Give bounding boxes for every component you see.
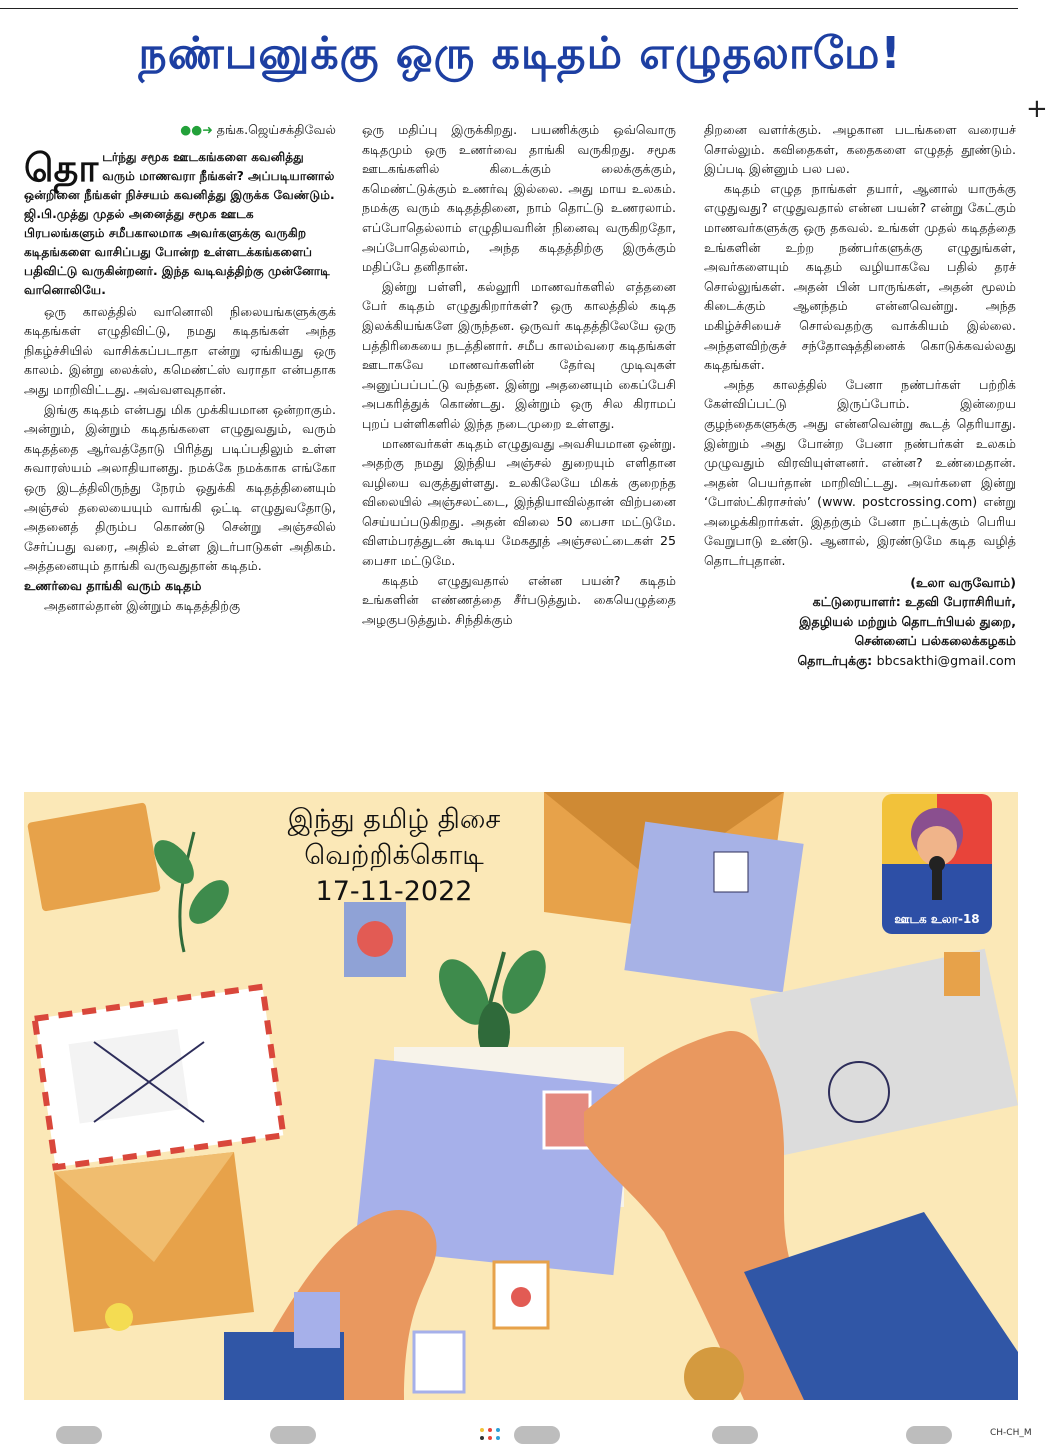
contact-line xyxy=(704,651,1016,671)
plus-icon[interactable]: + xyxy=(1026,94,1048,124)
stamp-icon xyxy=(344,902,406,977)
footer-marker xyxy=(906,1426,952,1444)
page-footer xyxy=(0,1416,1054,1446)
airmail-envelope-icon xyxy=(35,987,284,1168)
headline: நண்பனுக்கு ஒரு கடிதம் எழுதலாமே! xyxy=(138,28,902,79)
illustration xyxy=(24,792,1018,1400)
paragraph: மாணவர்கள் கடிதம் எழுதுவது அவசியமான ஒன்று. அதற்கு நமது இந்திய அஞ்சல் துறையும் எளிதான வழியை வகுத்துள்ளது. உலகிலேயே மிகக் குறைந்த விலையில் அஞ்சலட்டை, இந்தியாவில்தான் விற்பனை செய்யப்படுகிறது. அதன் விலை 50 பைசா மட்டுமே. விளம்பரத்துடன் கூடிய மேகதூத் அஞ்சலட்டைகள் 25 பைசா மட்டுமே. xyxy=(362,435,676,569)
paragraph: திறனை வளர்க்கும். அழகான படங்களை வரையச் சொல்லும். கவிதைகள், கதைகளை எழுதத் தூண்டும். இப்படி இன்னும் பல பல. xyxy=(704,122,1016,177)
author-credit xyxy=(704,592,1016,670)
footer-marker xyxy=(270,1426,316,1444)
lead-text: டர்ந்து சமூக ஊடகங்களை கவனித்து வரும் மாணவரா நீங்கள்? அப்படியானால் ஒன்றினை நீங்கள் நிச்சயம் கவனித்து இருக்க வேண்டும். ஜி.பி.முத்து முதல் அனைத்து சமூக ஊடக பிரபலங்களும் சமீபகாலமாக அவர்களுக்கு வருகிற கடிதங்களை வாசிப்பது போன்ற உள்ளடக்கங்களைப் பதிவிட்டு வருகின்றனர். இந்த வடிவத்திற்கு முன்னோடி வானொலியே. xyxy=(24,149,335,297)
paragraph: அந்த காலத்தில் பேனா நண்பர்கள் பற்றிக் கேள்விப்பட்டு இருப்போம். இன்றைய குழந்தைகளுக்கு அது என்னவென்று கூடத் தெரியாது. இன்றும் அது போன்ற பேனா நண்பர்கள் உலகம் முழுவதும் விரவியுள்ளனர். என்ன? உண்மைதான். அதன் பெயர்தான் மாறிவிட்டது. அவர்களை இன்று ‘போஸ்ட்கிராசர்ஸ்’ (www. postcrossing.com) என்று அழைக்கிறார்கள். இதற்கும் பேனா நட்புக்கும் பெரிய வேறுபாடு உண்டு. ஆனால், இரண்டுமே கடித வழித் தொடர்புதான். xyxy=(704,376,1016,569)
page-code: CH-CH_M xyxy=(990,1428,1032,1438)
envelope-top-left-icon xyxy=(27,802,161,911)
color-registration-icon xyxy=(480,1426,510,1444)
blue-card-icon xyxy=(624,822,803,993)
byline xyxy=(24,120,336,140)
series-label: ஊடக உலா-18 xyxy=(894,912,980,926)
paragraph: ஒரு காலத்தில் வானொலி நிலையங்களுக்குக் கடிதங்கள் எழுதிவிட்டு, நமது கடிதங்கள் அந்த நிகழ்ச்சியில் வாசிக்கப்படாதா என்று ஏங்கியது ஒரு காலம். இன்று லைக்ஸ், கமெண்ட்ஸ் வராதா என்பதாக அது மாறிவிட்டது. அவ்வளவுதான். xyxy=(24,303,336,397)
author-line: இதழியல் மற்றும் தொடர்பியல் துறை, xyxy=(799,613,1016,629)
author-line: சென்னைப் பல்கலைக்கழகம் xyxy=(854,633,1016,649)
drop-cap: தொ xyxy=(24,145,99,190)
contact-email[interactable]: bbcsakthi@gmail.com xyxy=(876,653,1016,669)
signoff: (உலா வருவோம்) xyxy=(910,574,1016,590)
envelope-bottom-left-icon xyxy=(54,1152,254,1332)
author-name: தங்க.ஜெய்சக்திவேல் xyxy=(216,122,336,137)
paragraph: இங்கு கடிதம் என்பது மிக முக்கியமான ஒன்றாகும். அன்றும், இன்றும் கடிதங்களை எழுதுவதும், வரும் கடிதத்தை ஆர்வத்தோடு பிரித்து படிப்பதிலும் உள்ள சுவாரஸ்யம் அலாதியானது. நமக்கே நமக்காக எங்கோ ஒரு இடத்திலிருந்து நேரம் ஒதுக்கி கடிதத்தினையும் அஞ்சல் தலையையும் வாங்கி ஒட்டி எழுதுவதோடு, அதனைத் திரும்ப கொண்டு சென்று அஞ்சலில் சேர்ப்பது வரை, அதில் உள்ள இடர்பாடுகள் அதிகம். அத்தனையும் தாங்கி வருவதுதான் கடிதம். xyxy=(24,401,336,574)
footer-marker xyxy=(514,1426,560,1444)
series-badge xyxy=(882,794,992,934)
illustration-title xyxy=(224,802,564,910)
paragraph: இன்று பள்ளி, கல்லூரி மாணவர்களில் எத்தனை பேர் கடிதம் எழுதுகிறார்கள்? ஒரு காலத்தில் கடித இலக்கியங்களே இருந்தன. ஒருவர் கடிதத்திலேயே ஒரு பத்திரிகையை நடத்தினார். சமீப காலம்வரை கடிதங்கள் ஊடாகவே மாணவர்களின் தேர்வு முடிவுகள் அனுப்பப்பட்டு வந்தன. இன்று அதனையும் கைப்பேசி அபகரித்துக் கொண்டது. இன்றும் ஒரு சில கிராமப் புறப் பள்ளிகளில் இந்த நடைமுறை உள்ளது. xyxy=(362,278,676,431)
subheading: உணர்வை தாங்கி வரும் கடிதம் xyxy=(24,577,202,593)
footer-marker xyxy=(712,1426,758,1444)
arrow-icon: ●●➜ xyxy=(180,122,213,137)
paragraph: ஒரு மதிப்பு இருக்கிறது. பயணிக்கும் ஒவ்வொரு கடிதமும் ஒரு உணர்வை தாங்கி வருகிறது. சமூக ஊடகங்களில் கிடைக்கும் லைக்குக்கும், கமெண்ட்டுக்கும் உணர்வு இல்லை. அது மாய உலகம். நமக்கு வரும் கடிதத்தினை, நாம் தொட்டு உணரலாம். எப்போதெல்லாம் எழுதியவரின் நினைவு வருகிறதோ, அப்போதெல்லாம், அந்த கடிதத்திற்கு இருக்கும் மதிப்பே தனிதான். xyxy=(362,122,676,275)
lead-paragraph xyxy=(24,145,336,300)
publication-date: 17-11-2022 xyxy=(315,876,473,907)
publication-name: இந்து தமிழ் திசை xyxy=(287,804,501,835)
author-line: கட்டுரையாளர்: உதவி பேராசிரியர், xyxy=(812,594,1016,610)
paragraph: கடிதம் எழுத நாங்கள் தயார், ஆனால் யாருக்கு எழுதுவது? எழுதுவதால் என்ன பயன்? என்று கேட்கும் மாணவர்களுக்கு ஒரு தகவல். உங்கள் முதல் கடிதத்தை உங்களின் உற்ற நண்பர்களுக்கு எழுதுங்கள், அவர்களையும் கடிதம் வழியாகவே பதில் தரச் சொல்லுங்கள். அதன் பின் பாருங்கள், அதன் மூலம் கிடைக்கும் ஆனந்தம் என்னவென்று. அந்த மகிழ்ச்சியைச் சொல்வதற்கு வாக்கியம் இல்லை. அந்தளவிற்குச் சந்தோஷத்தினைக் கொடுக்கவல்லது கடிதங்கள். xyxy=(704,180,1016,373)
supplement-name: வெற்றிக்கொடி xyxy=(304,840,484,871)
footer-marker xyxy=(56,1426,102,1444)
paragraph: அதனால்தான் இன்றும் கடிதத்திற்கு xyxy=(44,597,241,613)
top-rule xyxy=(0,8,1018,9)
column-3 xyxy=(704,120,1016,671)
contact-label: தொடர்புக்கு: xyxy=(797,653,873,669)
paragraph: கடிதம் எழுதுவதால் என்ன பயன்? கடிதம் உங்களின் எண்ணத்தை சீர்படுத்தும். கையெழுத்தை அழகுபடுத்தும். சிந்திக்கும் xyxy=(362,572,676,627)
grey-postcard-icon xyxy=(750,949,1018,1155)
column-1 xyxy=(24,120,336,615)
column-2 xyxy=(362,120,676,629)
